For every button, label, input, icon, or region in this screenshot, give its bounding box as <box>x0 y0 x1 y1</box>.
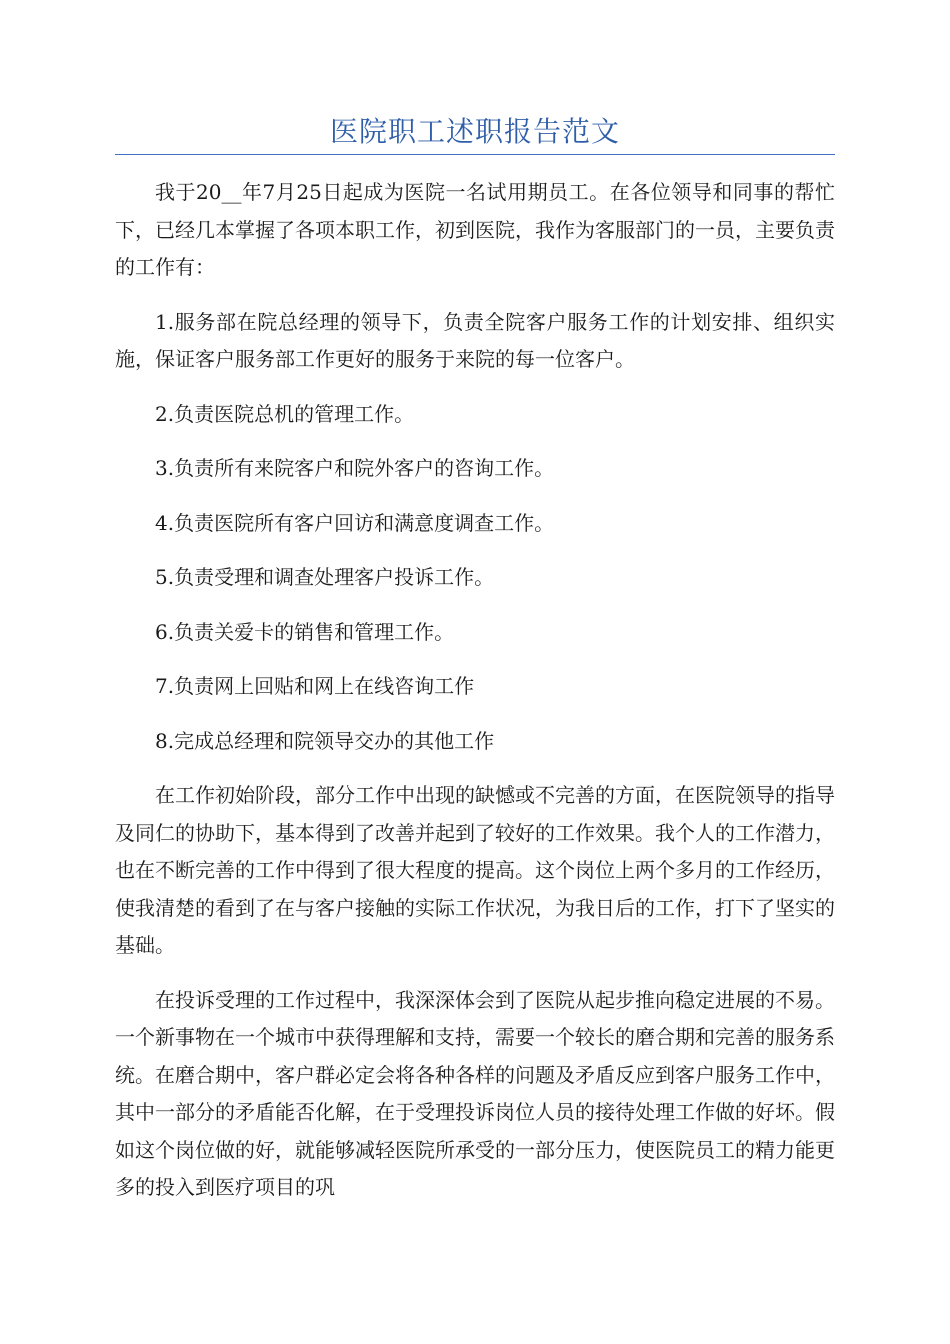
list-item: 8.完成总经理和院领导交办的其他工作 <box>155 728 495 753</box>
list-item: 1.服务部在院总经理的领导下，负责全院客户服务工作的计划安排、组织实施，保证客户服务部工作更好的服务于来院的每一位客户。 <box>115 309 835 371</box>
list-item: 3.负责所有来院客户和院外客户的咨询工作。 <box>155 456 555 480</box>
paragraph-intro: 我于20__年7月25日起成为医院一名试用期员工。在各位领导和同事的帮忙下，已经几本掌握了各项本职工作，初到医院，我作为客服部门的一员，主要负责的工作有： <box>115 180 835 279</box>
document-body <box>115 174 835 1224</box>
title-underline <box>115 154 835 155</box>
list-item: 5.负责受理和调查处理客户投诉工作。 <box>155 565 495 589</box>
list-item: 4.负责医院所有客户回访和满意度调查工作。 <box>155 510 555 535</box>
document-title: 医院职工述职报告范文 <box>329 115 620 148</box>
list-item: 7.负责网上回贴和网上在线咨询工作 <box>155 674 475 698</box>
paragraph-body: 在工作初始阶段，部分工作中出现的缺憾或不完善的方面，在医院领导的指导及同仁的协助下，基本得到了改善并起到了较好的工作效果。我个人的工作潜力，也在不断完善的工作中得到了很大程度的提高。这个岗位上两个多月的工作经历，使我清楚的看到了在与客户接触的实际工作状况，为我日后的工作，打下了坚实的基础。 <box>115 783 835 957</box>
list-item: 2.负责医院总机的管理工作。 <box>155 401 415 426</box>
list-item: 6.负责关爱卡的销售和管理工作。 <box>155 619 455 644</box>
paragraph-body: 在投诉受理的工作过程中，我深深体会到了医院从起步推向稳定进展的不易。一个新事物在一个城市中获得理解和支持，需要一个较长的磨合期和完善的服务系统。在磨合期中，客户群必定会将各种各样的问题及矛盾反应到客户服务工作中，其中一部分的矛盾能否化解，在于受理投诉岗位人员的接待处理工作做的好坏。假如这个岗位做的好，就能够减轻医院所承受的一部分压力，使医院员工的精力能更多的投入到医疗项目的巩 <box>115 987 835 1199</box>
